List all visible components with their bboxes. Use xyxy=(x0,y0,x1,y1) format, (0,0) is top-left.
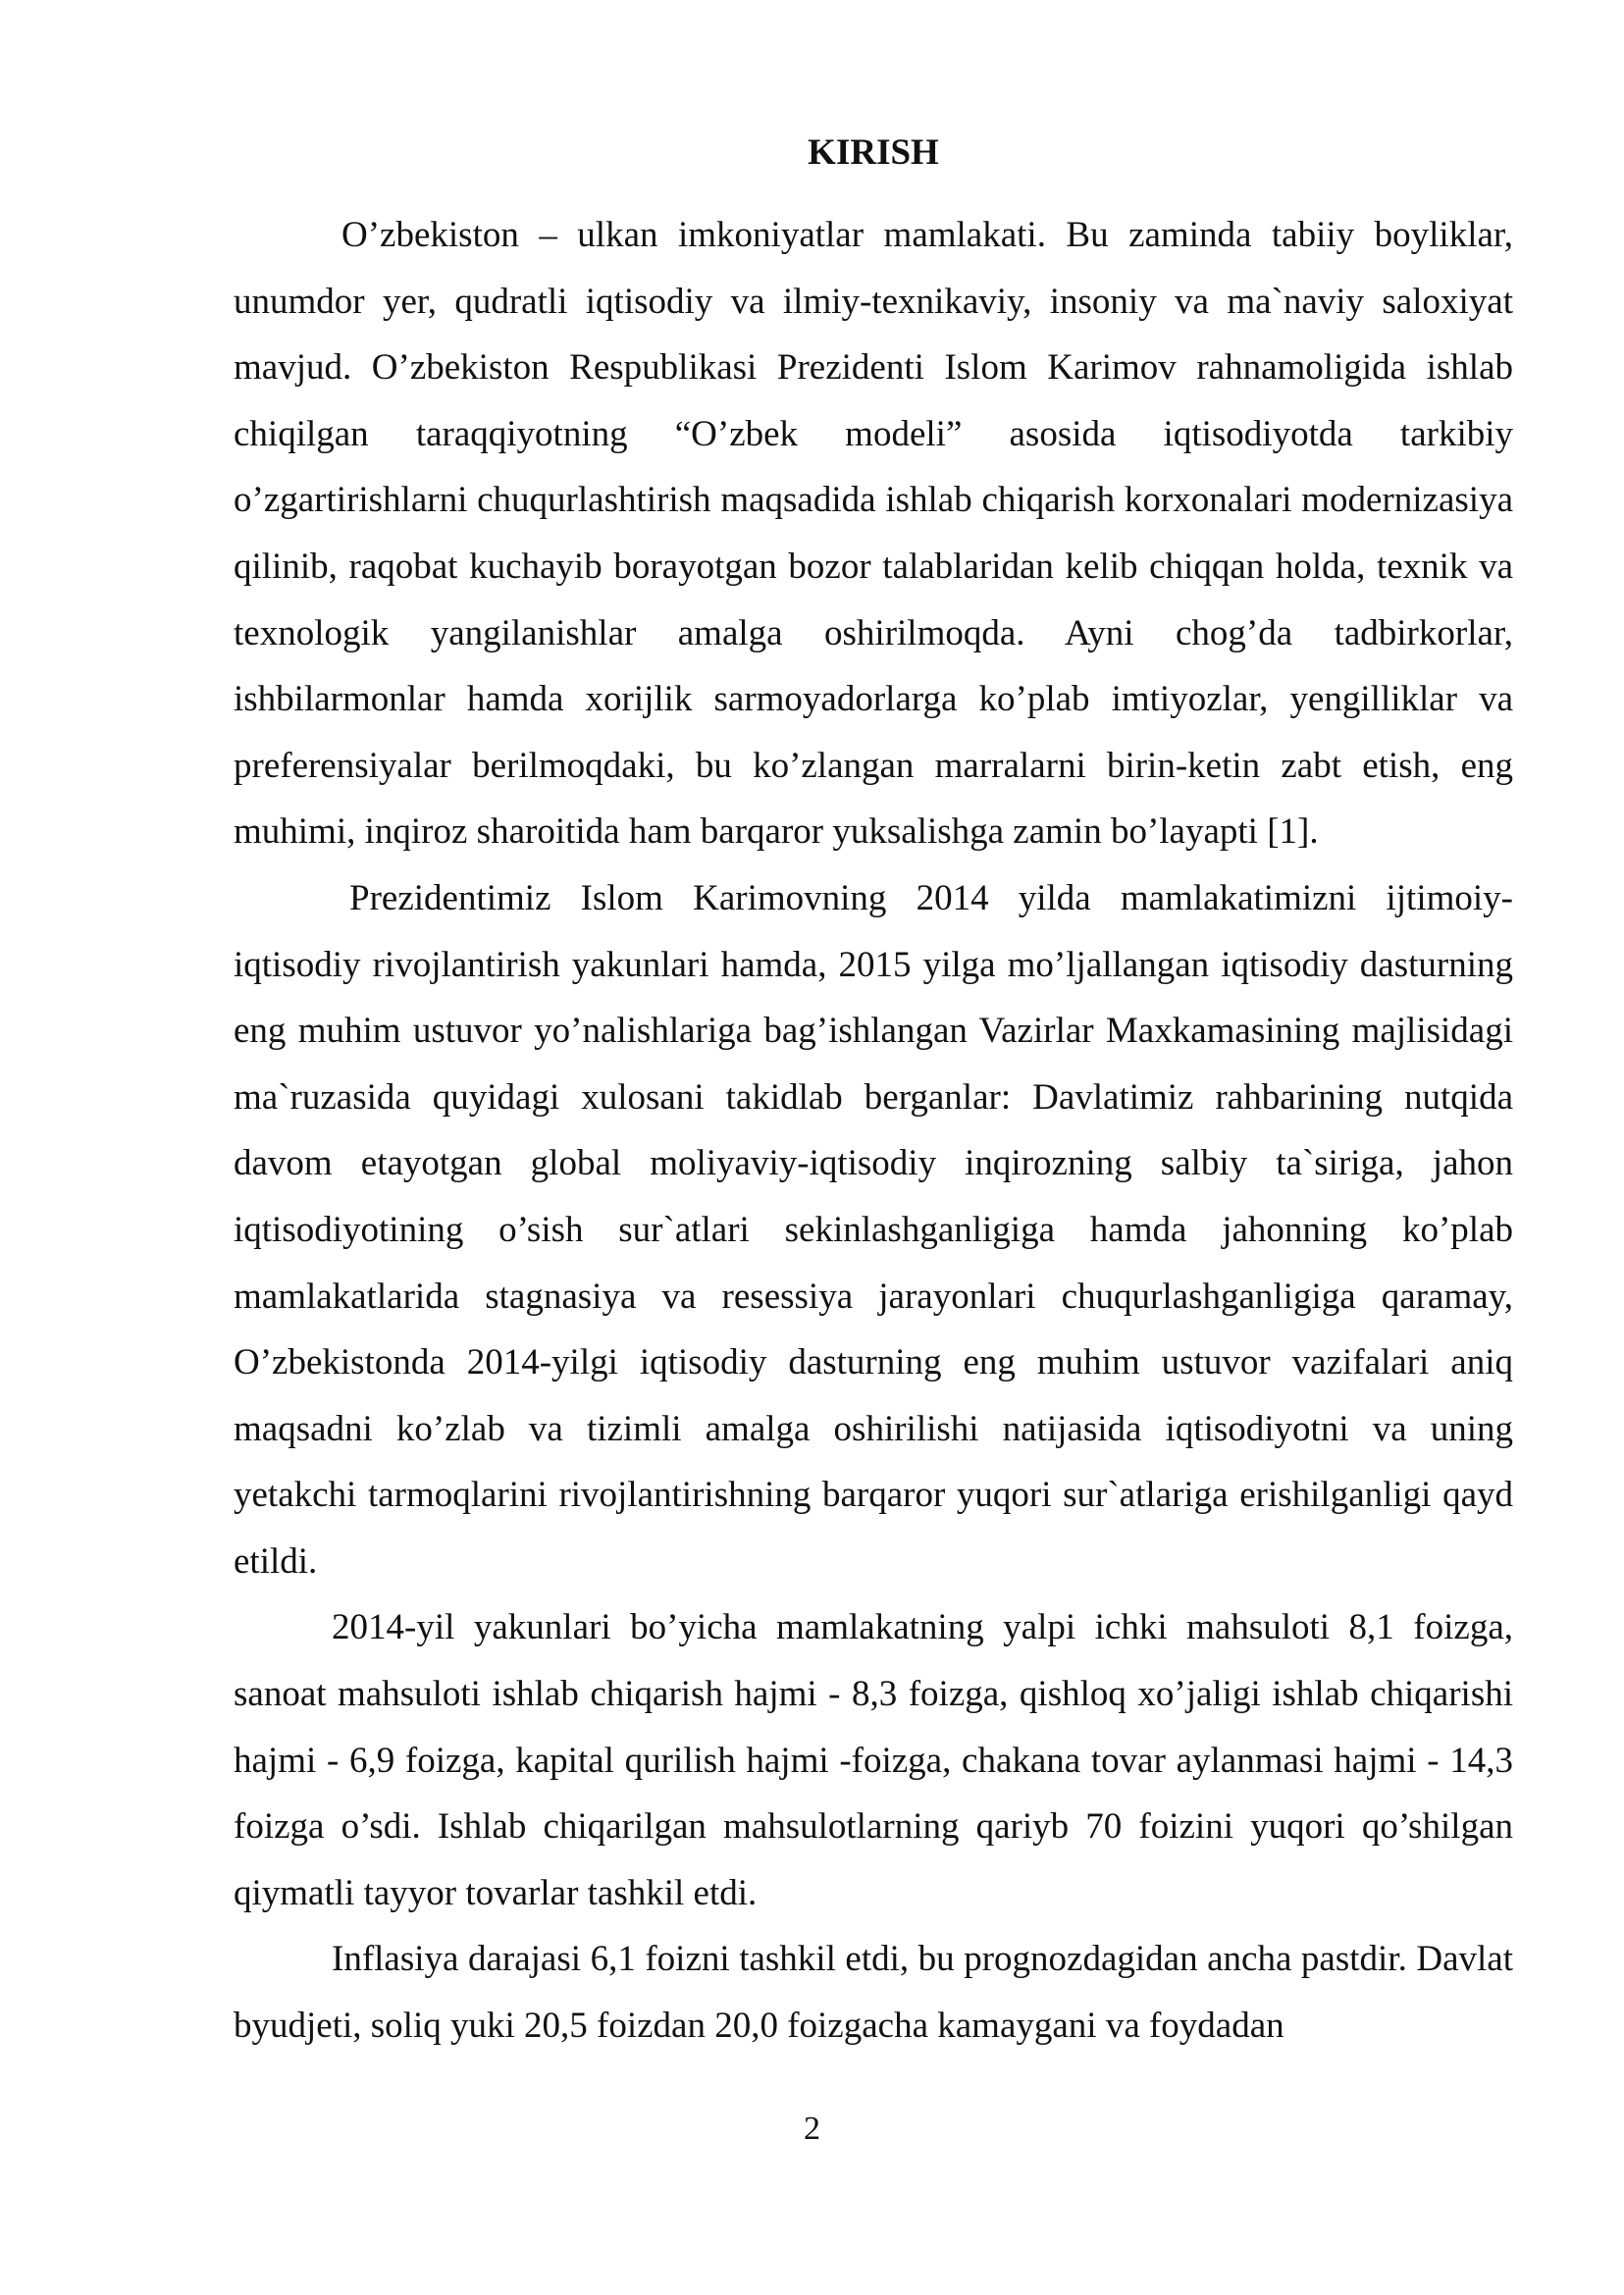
paragraph-president-report: Prezidentimiz Islom Karimovning 2014 yilda mamlakatimizni ijtimoiy-iqtisodiy rivojlantirish yakunlari hamda, 2015 yilga mo’ljallangan iqtisodiy dasturning eng muhim ustuvor yo’nalishlariga bag’ishlangan Vazirlar Maxkamasining majlisidagi ma`ruzasida quyidagi xulosani takidlab berganlar: Davlatimiz rahbarining nutqida davom etayotgan global moliyaviy-iqtisodiy inqirozning salbiy ta`siriga, jahon iqtisodiyotining o’sish sur`atlari sekinlashganligiga hamda jahonning ko’plab mamlakatlarida stagnasiya va resessiya jarayonlari chuqurlashganligiga qaramay, O’zbekistonda 2014-yilgi iqtisodiy dasturning eng muhim ustuvor vazifalari aniq maqsadni ko’zlab va tizimli amalga oshirilishi natijasida iqtisodiyotni va uning yetakchi tarmoqlarini rivojlantirishning barqaror yuqori sur`atlariga erishilganligi qayd etildi. xyxy=(234,877,1513,1582)
section-heading: KIRISH xyxy=(808,132,939,173)
paragraph-inflation: Inflasiya darajasi 6,1 foizni tashkil etdi, bu prognozdagidan ancha pastdir. Davlat byudjeti, soliq yuki 20,5 foizdan 20,0 foizgacha kamaygani va foydadan xyxy=(234,1939,1513,2047)
page-number: 2 xyxy=(804,2111,820,2147)
paragraph-2014-results: 2014-yil yakunlari bo’yicha mamlakatning yalpi ichki mahsuloti 8,1 foizga, sanoat mahsuloti ishlab chiqarish hajmi - 8,3 foizga, qishloq xo’jaligi ishlab chiqarishi hajmi - 6,9 foizga, kapital qurilish hajmi -foizga, chakana tovar aylanmasi hajmi - 14,3 foizga o’sdi. Ishlab chiqarilgan mahsulotlarning qariyb 70 foizini yuqori qo’shilgan qiymatli tayyor tovarlar tashkil etdi. xyxy=(234,1607,1513,1913)
page-body xyxy=(234,126,1513,2060)
paragraph-intro: O’zbekiston – ulkan imkoniyatlar mamlakati. Bu zaminda tabiiy boyliklar, unumdor yer, qudratli iqtisodiy va ilmiy-texnikaviy, insoniy va ma`naviy saloxiyat mavjud. O’zbekiston Respublikasi Prezidenti Islom Karimov rahnamoligida ishlab chiqilgan taraqqiyotning “O’zbek modeli” asosida iqtisodiyotda tarkibiy o’zgartirishlarni chuqurlashtirish maqsadida ishlab chiqarish korxonalari modernizasiya qilinib, raqobat kuchayib borayotgan bozor talablaridan kelib chiqqan holda, texnik va texnologik yangilanishlar amalga oshirilmoqda. Ayni chog’da tadbirkorlar, ishbilarmonlar hamda xorijlik sarmoyadorlarga ko’plab imtiyozlar, yengilliklar va preferensiyalar berilmoqdaki, bu ko’zlangan marralarni birin-ketin zabt etish, eng muhimi, inqiroz sharoitida ham barqaror yuksalishga zamin bo’layapti [1]. xyxy=(234,215,1513,853)
